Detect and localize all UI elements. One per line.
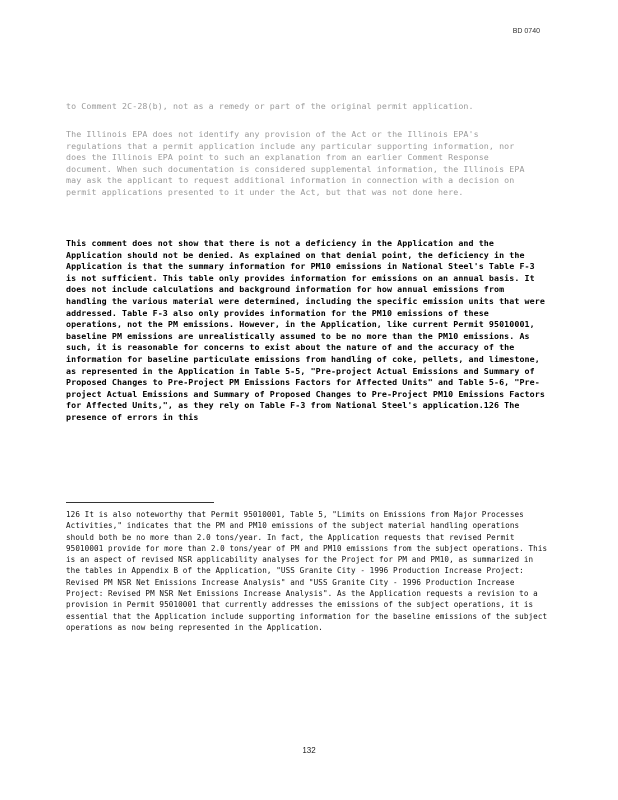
main-paragraph: This comment does not show that there is not a deficiency in the Application and the Application should not be denied. As explained on that denial point, the deficiency in the Application is that the summary information for PM10 emissions in National Steel's Table F-3 is not sufficient. This table only provides information for emissions on an annual basis. It does not include calculations and background information for how annual emissions from handling the various material were determined, including the specific emission units that were addressed. Table F-3 also only provides information for the PM10 emissions of these operations, not the PM emissions. However, in the Application, like current Permit 95010001, baseline PM emissions are unrealistically assumed to be no more than the PM10 emissions. As such, it is reasonable for concerns to exist about the nature of and the accuracy of the information for baseline particulate emissions from handling of coke, pellets, and limestone, as represented in the Application in Table 5-5, "Pre-project Actual Emissions and Summary of Proposed Changes to Pre-Project PM Emissions Factors for Affected Units" and Table 5-6, "Pre-project Actual Emissions and Summary of Proposed Changes to Pre-Project PM10 Emissions Factors for Affected Units,", as they rely on Table F-3 from National Steel's application.126 The presence of errors in this xyxy=(66,238,551,422)
document-id: BD 0740 xyxy=(512,28,540,35)
quoted-paragraph: The Illinois EPA does not identify any provision of the Act or the Illinois EPA's regulations that a permit application include any particular supporting information, nor does the Illinois EPA point to such an explanation from an earlier Comment Response document. When such documentation is considered supplemental information, the Illinois EPA may ask the applicant to request additional information in connection with a decision on permit applications presented to it under the Act, but that was not done here. xyxy=(66,129,530,197)
footnote-126: 126 It is also noteworthy that Permit 95010001, Table 5, "Limits on Emissions from Major Processes Activities," indicates that the PM and PM10 emissions of the subject material handling operations should both be no more than 2.0 tons/year. In fact, the Application requests that revised Permit 95010001 provide for more than 2.0 tons/year of PM and PM10 emissions from the subject operations. This is an aspect of revised NSR applicability analyses for the Project for PM and PM10, as summarized in the tables in Appendix B of the Application, "USS Granite City - 1996 Production Increase Project: Revised PM NSR Net Emissions Increase Analysis" and "USS Granite City - 1996 Production Increase Project: Revised PM NSR Net Emissions Increase Analysis". As the Application requests a revision to a provision in Permit 95010001 that currently addresses the emissions of the subject operations, it is essential that the Application include supporting information for the baseline emissions of the subject operations as now being represented in the Application. xyxy=(66,510,552,632)
quoted-text-fragment: to Comment 2C-28(b), not as a remedy or part of the original permit application. xyxy=(66,101,474,111)
page-number: 132 xyxy=(302,746,316,755)
footnote-separator xyxy=(66,502,214,503)
